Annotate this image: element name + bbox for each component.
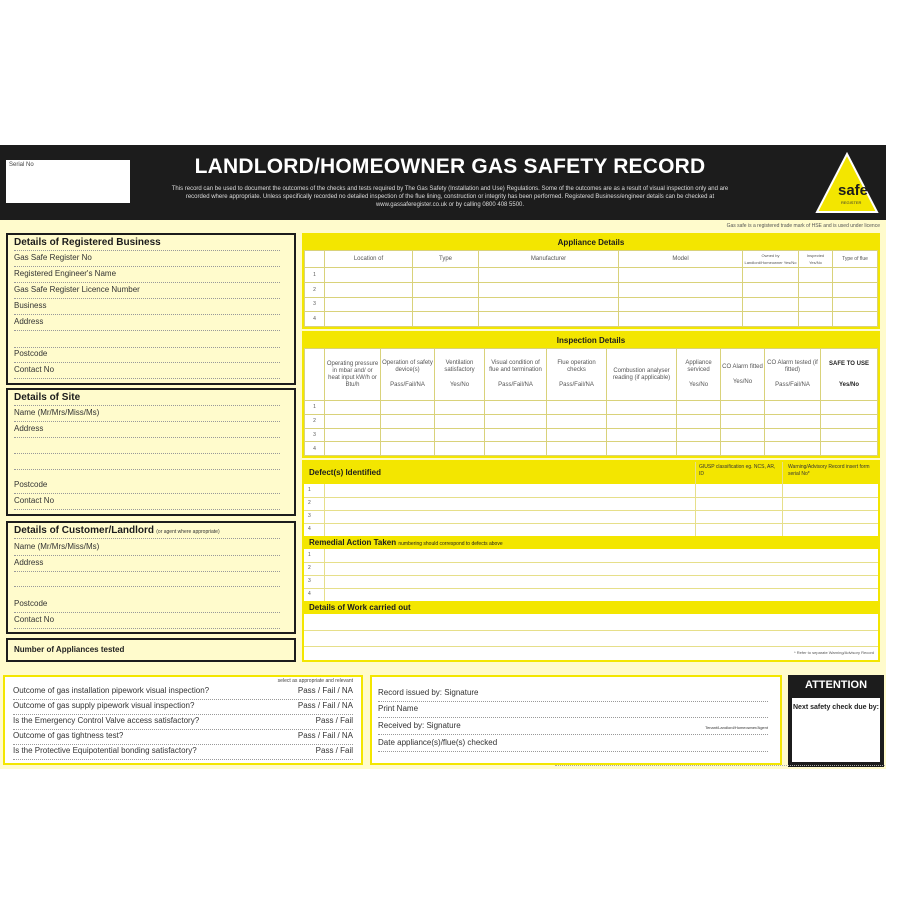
work-line[interactable]: [304, 630, 878, 631]
field-label: Postcode: [14, 480, 50, 489]
field-site-postcode[interactable]: [14, 480, 280, 494]
check-options[interactable]: Pass / Fail / NA: [295, 701, 353, 710]
address-line[interactable]: [14, 347, 280, 348]
customer-heading-row: [14, 525, 280, 539]
column-sub: Yes/No: [688, 382, 709, 388]
column-label: Visual condition of flue and termination: [489, 360, 542, 373]
remedial-row-divider: [304, 588, 878, 589]
defects-heading: Defect(s) Identified: [309, 468, 382, 477]
column-label: Ventilation satisfactory: [444, 360, 475, 373]
field-date-checked[interactable]: [378, 738, 768, 752]
field-label: Name (Mr/Mrs/Miss/Ms): [14, 408, 102, 417]
defects-warning-divider: [782, 462, 783, 536]
column-label: Appliance serviced: [685, 360, 712, 373]
field-engineer-name[interactable]: [14, 269, 280, 283]
check-tightness-test[interactable]: [13, 731, 353, 745]
remedial-row-divider: [304, 562, 878, 563]
col-flue-operation: [547, 349, 607, 401]
business-heading-row: [14, 237, 280, 251]
appliance-details-panel: [302, 233, 880, 329]
inspection-row[interactable]: [305, 442, 878, 456]
field-business[interactable]: [14, 301, 280, 315]
defect-row-1[interactable]: 1: [308, 487, 311, 493]
field-label: Gas Safe Register No: [14, 253, 95, 262]
field-label: Business: [14, 301, 49, 310]
col-co-alarm-tested: [765, 349, 821, 401]
column-label: CO Alarm tested (if fitted): [767, 360, 818, 373]
field-licence-number[interactable]: [14, 285, 280, 299]
remedial-row-2[interactable]: 2: [308, 565, 311, 571]
row-number: 2: [305, 414, 325, 428]
check-pipework-installation[interactable]: [13, 686, 353, 700]
inspection-row[interactable]: [305, 414, 878, 428]
registered-business-panel: [6, 233, 296, 385]
row-number: 3: [305, 428, 325, 442]
field-label: Contact No: [14, 615, 57, 624]
work-line[interactable]: [304, 646, 878, 647]
check-bonding[interactable]: [13, 746, 353, 760]
col-ventilation: [435, 349, 485, 401]
next-check-field[interactable]: [792, 698, 880, 762]
row-num-header: [305, 251, 325, 268]
site-heading: Details of Site: [14, 392, 83, 403]
defects-giusp-divider: [695, 462, 696, 536]
site-heading-row: [14, 392, 280, 406]
appliances-tested-label: Number of Appliances tested: [14, 645, 125, 654]
warning-column-label: Warning/Advisory Record insert form serial No*: [788, 464, 870, 477]
defects-panel: [302, 460, 880, 662]
check-options[interactable]: Pass / Fail: [313, 716, 353, 725]
attention-box: [788, 675, 884, 767]
field-received-by-signature[interactable]: [378, 721, 768, 735]
col-flue-visual: [485, 349, 547, 401]
field-label: Contact No: [14, 365, 57, 374]
defect-row-2[interactable]: 2: [308, 500, 311, 506]
checks-note: select as appropriate and relevant: [277, 678, 353, 684]
column-sub: Yes/No: [732, 378, 753, 385]
col-co-alarm-fitted: [721, 349, 765, 401]
field-label: Registered Engineer's Name: [14, 269, 119, 278]
defect-row-3[interactable]: 3: [308, 513, 311, 519]
address-line[interactable]: [14, 586, 280, 587]
field-label: Date appliance(s)/flue(s) checked: [378, 738, 500, 747]
field-label: Address: [14, 317, 46, 326]
field-customer-address[interactable]: [14, 558, 280, 572]
col-inspected: Inspected Yes/No: [799, 251, 833, 268]
field-label: Contact No: [14, 496, 57, 505]
appliance-row[interactable]: [305, 312, 878, 327]
signature-panel: [370, 675, 782, 765]
giusp-column-label: GIUSP classification eg. NCS, AR, ID: [699, 464, 776, 477]
row-num-header: [305, 349, 325, 401]
defect-row-4[interactable]: 4: [308, 526, 311, 532]
column-label: Flue operation checks: [557, 360, 596, 373]
remedial-heading: Remedial Action Taken: [309, 538, 397, 547]
check-question: Outcome of gas supply pipework visual inspection?: [13, 701, 197, 710]
customer-details-panel: [6, 521, 296, 634]
row-number: 4: [305, 312, 325, 327]
row-number: 3: [305, 297, 325, 312]
attention-title: ATTENTION: [804, 679, 868, 691]
form-intro-text: This record can be used to document the outcomes of the checks and tests required by The Gas Safety (Installation and Use) Regulations. Some of the outcomes are as a result of visual inspection only and are recorded where appropriate. Unless specifically recorded no detailed inspection of the flue lining, construction or integrity has been performed. Registered Business/engineer details can be checked at www.gassaferegister.co.uk or by calling 0800 408 5500.: [171, 186, 729, 208]
field-label: Received by: Signature: [378, 721, 464, 730]
address-line[interactable]: [14, 453, 280, 454]
field-label: Address: [14, 424, 46, 433]
field-label: Print Name: [378, 704, 421, 713]
col-safety-device: [381, 349, 435, 401]
appliance-row[interactable]: [305, 268, 878, 283]
row-number: 1: [305, 401, 325, 415]
form-header: [0, 145, 886, 220]
field-site-contact[interactable]: [14, 496, 280, 510]
column-label: Combustion analyser reading (if applicable): [612, 367, 671, 381]
appliances-tested-panel[interactable]: [6, 638, 296, 662]
field-label: Postcode: [14, 599, 50, 608]
check-options[interactable]: Pass / Fail: [313, 746, 353, 755]
row-number: 2: [305, 282, 325, 297]
customer-heading: Details of Customer/Landlord: [14, 525, 155, 536]
inspection-details-heading: Inspection Details: [304, 333, 878, 348]
field-label: Postcode: [14, 349, 50, 358]
field-customer-postcode[interactable]: [14, 599, 280, 613]
appliance-details-heading: Appliance Details: [304, 235, 878, 250]
col-manufacturer: Manufacturer: [479, 251, 619, 268]
next-check-label: Next safety check due by:: [793, 704, 879, 711]
check-options[interactable]: Pass / Fail / NA: [295, 731, 353, 740]
column-label: SAFE TO USE: [829, 360, 869, 367]
column-label: Operation of safety device(s): [382, 360, 433, 373]
column-label: CO Alarm fitted: [722, 363, 763, 370]
field-label: Name (Mr/Mrs/Miss/Ms): [14, 542, 102, 551]
inspection-row[interactable]: [305, 428, 878, 442]
row-number: 4: [305, 442, 325, 456]
field-label: Gas Safe Register Licence Number: [14, 285, 143, 294]
col-type: Type: [413, 251, 479, 268]
checks-panel: [3, 675, 363, 765]
business-heading: Details of Registered Business: [14, 237, 164, 248]
field-site-name[interactable]: [14, 408, 280, 422]
column-sub: Pass/Fail/NA: [559, 382, 594, 388]
gas-safety-form: [0, 145, 886, 769]
check-question: Is the Emergency Control Valve access satisfactory?: [13, 716, 202, 725]
appliance-row[interactable]: [305, 282, 878, 297]
column-sub: Yes/No: [449, 382, 470, 388]
column-sub: Pass/Fail/NA: [390, 382, 425, 388]
appliance-header-row: [305, 251, 878, 268]
received-by-note: Tenant/Landlord/Homeowner/Agent: [705, 725, 768, 730]
col-safe-to-use: [821, 349, 878, 401]
col-model: Model: [619, 251, 743, 268]
column-sub: Yes/No: [838, 381, 859, 388]
row-number: 1: [305, 268, 325, 283]
logo-text: safe: [838, 182, 869, 199]
site-details-panel: [6, 388, 296, 516]
col-operating-pressure: [325, 349, 381, 401]
defects-row-divider: [304, 510, 878, 511]
field-business-contact[interactable]: [14, 365, 280, 379]
work-footnote: * Refer to separate Warning/Advisory Record: [794, 650, 874, 655]
remedial-row-4[interactable]: 4: [308, 591, 311, 597]
field-site-address[interactable]: [14, 424, 280, 438]
remedial-row-1[interactable]: 1: [308, 552, 311, 558]
column-sub: Pass/Fail/NA: [775, 382, 810, 388]
column-label: Operating pressure in mbar and/ or heat input kW/h or Btu/h: [326, 360, 379, 388]
check-emergency-valve[interactable]: [13, 716, 353, 730]
field-print-name[interactable]: [378, 704, 768, 718]
field-customer-contact[interactable]: [14, 615, 280, 629]
defects-row-divider: [304, 523, 878, 524]
inspection-table: [304, 348, 878, 456]
remedial-row-3[interactable]: 3: [308, 578, 311, 584]
remedial-heading-bar: [304, 536, 878, 549]
trademark-note: Gas safe is a registered trade mark of HSE and is used under licence: [726, 223, 880, 229]
field-label: Record issued by: Signature: [378, 688, 482, 697]
inspection-row[interactable]: [305, 401, 878, 415]
check-question: Outcome of gas installation pipework visual inspection?: [13, 686, 212, 695]
inspection-details-panel: [302, 331, 880, 458]
col-owned-by: Owned by Landlord/Homeowner Yes/No: [743, 251, 799, 268]
col-location: Location of: [325, 251, 413, 268]
remedial-row-divider: [304, 575, 878, 576]
appliance-table: [304, 250, 878, 327]
field-gas-safe-register-no[interactable]: [14, 253, 280, 267]
check-pipework-supply[interactable]: [13, 701, 353, 715]
col-combustion: [607, 349, 677, 401]
check-question: Outcome of gas tightness test?: [13, 731, 126, 740]
column-sub: Pass/Fail/NA: [498, 382, 533, 388]
field-issued-by-signature[interactable]: [378, 688, 768, 702]
inspection-header-row: [305, 349, 878, 401]
col-flue-type: Type of flue: [833, 251, 878, 268]
field-customer-name[interactable]: [14, 542, 280, 556]
serial-no-box[interactable]: [6, 160, 130, 203]
work-heading: Details of Work carried out: [304, 601, 878, 614]
remedial-note: numbering should correspond to defects above: [398, 541, 503, 547]
serial-no-label: Serial No: [9, 162, 34, 168]
check-options[interactable]: Pass / Fail / NA: [295, 686, 353, 695]
col-appliance-serviced: [677, 349, 721, 401]
check-question: Is the Protective Equipotential bonding satisfactory?: [13, 746, 200, 755]
field-business-postcode[interactable]: [14, 349, 280, 363]
appliance-row[interactable]: [305, 297, 878, 312]
defects-row-divider: [304, 497, 878, 498]
field-business-address[interactable]: [14, 317, 280, 331]
logo-tagline: REGISTER: [841, 200, 862, 205]
address-line[interactable]: [14, 469, 280, 470]
field-label: Address: [14, 558, 46, 567]
form-title: LANDLORD/HOMEOWNER GAS SAFETY RECORD: [194, 155, 706, 178]
customer-heading-note: (or agent where appropriate): [156, 529, 220, 535]
bottom-fine-print: [555, 765, 885, 767]
